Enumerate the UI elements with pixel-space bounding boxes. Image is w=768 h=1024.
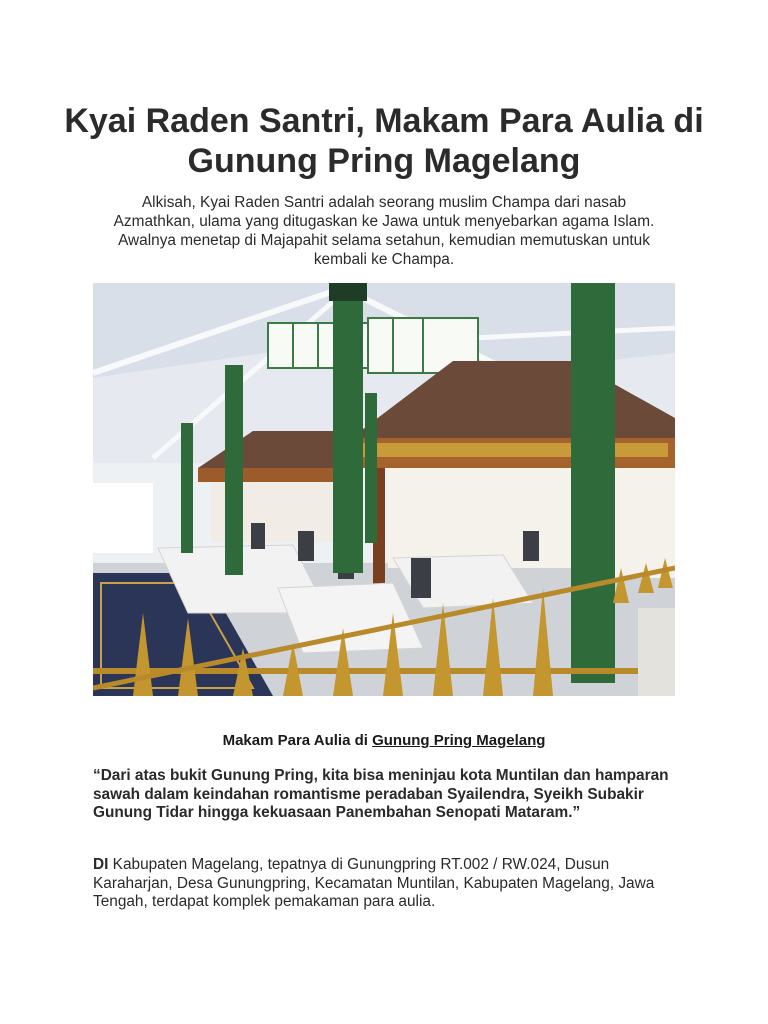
tomb-complex-photo (93, 283, 675, 696)
caption-location-link[interactable]: Gunung Pring Magelang (372, 732, 546, 749)
image-caption (93, 732, 675, 750)
pull-quote: “Dari atas bukit Gunung Pring, kita bisa meninjau kota Muntilan dan hamparan sawah dalam keindahan romantisme peradaban Syailendra, Syeikh Subakir Gunung Tidar hingga kekuasaan Panembahan Senopati Mataram.” (93, 767, 669, 821)
caption-prefix: Makam Para Aulia di (222, 732, 373, 749)
article-intro: Alkisah, Kyai Raden Santri adalah seorang muslim Champa dari nasab Azmathkan, ulama yang ditugaskan ke Jawa untuk menyebarkan agama Islam. Awalnya menetap di Majapahit selama setahun, kemudian memutuskan untuk kembali ke Champa. (113, 194, 655, 268)
body-lead-word: DI (93, 856, 109, 873)
body-text: Kabupaten Magelang, tepatnya di Gunungpring RT.002 / RW.024, Dusun Karaharjan, Desa Gunungpring, Kecamatan Muntilan, Kabupaten Magelang, Jawa Tengah, terdapat komplek pemakaman para aulia. (93, 856, 655, 910)
body-paragraph (93, 856, 683, 912)
article-title: Kyai Raden Santri, Makam Para Aulia di Gunung Pring Magelang (64, 102, 704, 180)
